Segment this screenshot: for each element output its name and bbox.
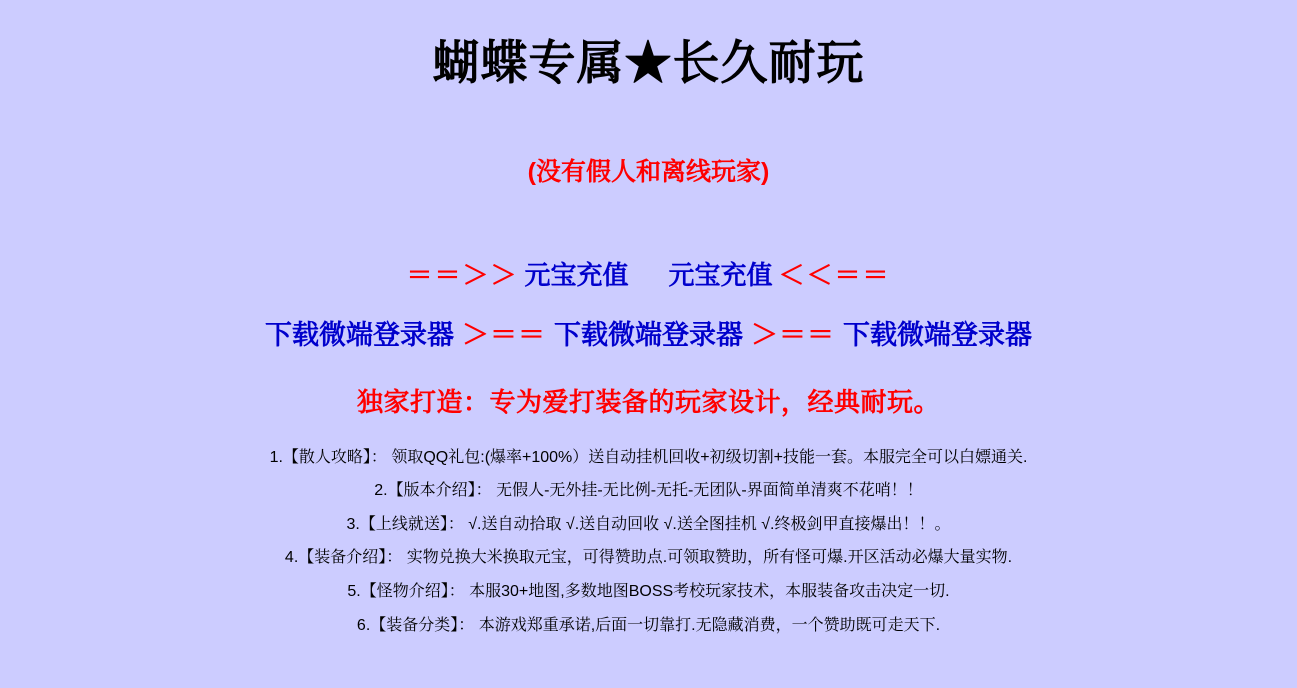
- recharge-row: [0, 260, 1297, 291]
- list-item: 5.【怪物介绍】： 本服30+地图,多数地图BOSS考校玩家技术，本服装备攻击决定一切.: [347, 583, 950, 600]
- download-link-3[interactable]: 下载微端登录器: [843, 320, 1032, 351]
- download-link-2[interactable]: 下载微端登录器: [554, 320, 743, 351]
- page-subtitle: (没有假人和离线玩家): [527, 158, 770, 187]
- recharge-right-arrow: ＜＜＝＝: [778, 260, 891, 291]
- list-item: 3.【上线就送】： √.送自动拾取 √.送自动回收 √.送全图挂机 √.终极剑甲直接爆出！！。: [346, 515, 951, 533]
- download-link-1[interactable]: 下载微端登录器: [265, 320, 454, 351]
- download-separator-2: ＞＝＝: [751, 320, 835, 351]
- recharge-link-2[interactable]: 元宝充值: [668, 260, 773, 291]
- download-separator-1: ＞＝＝: [462, 320, 546, 351]
- tagline: 独家打造：专为爱打装备的玩家设计，经典耐玩。: [356, 386, 940, 417]
- recharge-left-arrow: ＝＝＞＞: [406, 260, 519, 291]
- list-item: 6.【装备分类】： 本游戏郑重承诺,后面一切靠打.无隐藏消费，一个赞助既可走天下.: [356, 616, 941, 634]
- feature-list: [0, 441, 1297, 643]
- page-title: 蝴蝶专属★长久耐玩: [432, 36, 865, 89]
- recharge-link-1[interactable]: 元宝充值: [524, 260, 629, 291]
- download-row: [0, 319, 1297, 351]
- list-item: 2.【版本介绍】： 无假人-无外挂-无比例-无托-无团队-界面简单清爽不花哨！！: [374, 482, 923, 500]
- list-item: 4.【装备介绍】： 实物兑换大米换取元宝，可得赞助点.可领取赞助，所有怪可爆.开区活动必爆大量实物.: [284, 549, 1013, 567]
- list-item: 1.【散人攻略】： 领取QQ礼包:(爆率+100%）送自动挂机回收+初级切割+技能一套。本服完全可以白嫖通关.: [269, 448, 1028, 466]
